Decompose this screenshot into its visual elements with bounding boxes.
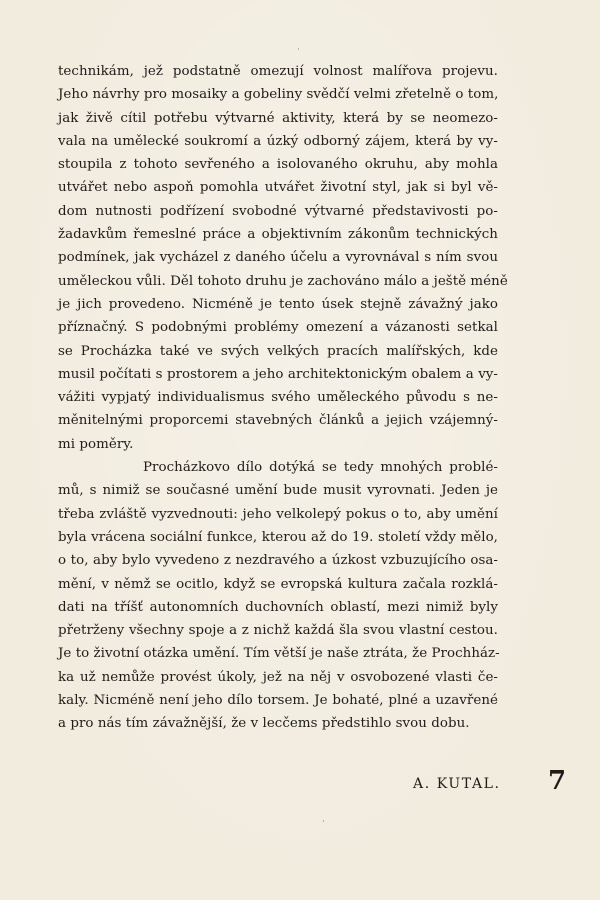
body-text (58, 60, 508, 736)
text-line: je jich provedeno. Nicméně je tento úsek stejně závažný jako (58, 296, 498, 312)
text-line: stoupila z tohoto sevřeného a isolovaného okruhu, aby mohla (58, 157, 498, 173)
text-line: byla vrácena sociální funkce, kterou až do 19. století vždy mělo, (58, 529, 498, 545)
paper-speck: · (322, 817, 325, 827)
text-line: kaly. Nicméně není jeho dílo torsem. Je bohaté, plné a uzavřené (58, 693, 498, 709)
text-line: podmínek, jak vycházel z daného účelu a vyrovnával s ním svou (58, 250, 498, 266)
text-line: a pro nás tím závažnější, že v lecčems předstihlo svou dobu. (58, 716, 470, 732)
text-line: vala na umělecké soukromí a úzký odborný zájem, která by vy- (58, 133, 498, 149)
page-footer (0, 766, 600, 802)
text-line: mů, s nimiž se současné umění bude musit vyrovnati. Jeden je (58, 483, 498, 499)
text-line: žadavkům řemeslné práce a objektivním zákonům technických (58, 227, 498, 243)
text-line: Jeho návrhy pro mosaiky a gobeliny svědčí velmi zřetelně o tom, (58, 87, 499, 103)
text-line: utvářet nebo aspoň pomohla utvářet životní styl, jak si byl vě- (58, 180, 498, 196)
text-line: dati na tříšť autonomních duchovních oblastí, mezi nimiž byly (58, 599, 498, 615)
text-line: se Procházka také ve svých velkých pracích malířských, kde (58, 343, 498, 359)
author-signature: A. KUTAL. (413, 776, 501, 792)
page-number: 7 (548, 766, 567, 796)
text-line: musil počítati s prostorem a jeho architektonickým obalem a vy- (58, 366, 498, 382)
text-line: Procházkovo dílo dotýká se tedy mnohých problé- (143, 460, 498, 476)
text-line: mění, v němž se ocitlo, když se evropská kultura začala rozklá- (58, 576, 498, 592)
text-line: uměleckou vůli. Děl tohoto druhu je zachováno málo a ještě méně (58, 273, 508, 289)
text-line: Je to životní otázka umění. Tím větší je naše ztráta, že Prochház- (58, 646, 500, 662)
text-line: mi poměry. (58, 436, 134, 452)
text-line: třeba zvláště vyzvednouti: jeho velkolepý pokus o to, aby umění (58, 506, 498, 522)
text-line: technikám, jež podstatně omezují volnost malířova projevu. (58, 64, 498, 79)
text-line: dom nutnosti podřízení svobodné výtvarné představivosti po- (58, 203, 498, 219)
paper-speck: · (297, 45, 300, 55)
text-line: o to, aby bylo vyvedeno z nezdravého a úzkost vzbuzujícího osa- (58, 553, 498, 569)
text-line: měnitelnými proporcemi stavebných článků a jejich vzájemný- (58, 413, 498, 429)
text-line: jak živě cítil potřebu výtvarné aktivity, která by se neomezo- (58, 110, 498, 126)
text-line: vážiti vypjatý individualismus svého uměleckého původu s ne- (58, 390, 498, 406)
text-line: přetrženy všechny spoje a z nichž každá šla svou vlastní cestou. (58, 623, 498, 639)
text-line: příznačný. S podobnými problémy omezení a vázanosti setkal (58, 320, 498, 336)
text-line: ka už nemůže provést úkoly, jež na něj v osvobozené vlasti če- (58, 669, 498, 685)
